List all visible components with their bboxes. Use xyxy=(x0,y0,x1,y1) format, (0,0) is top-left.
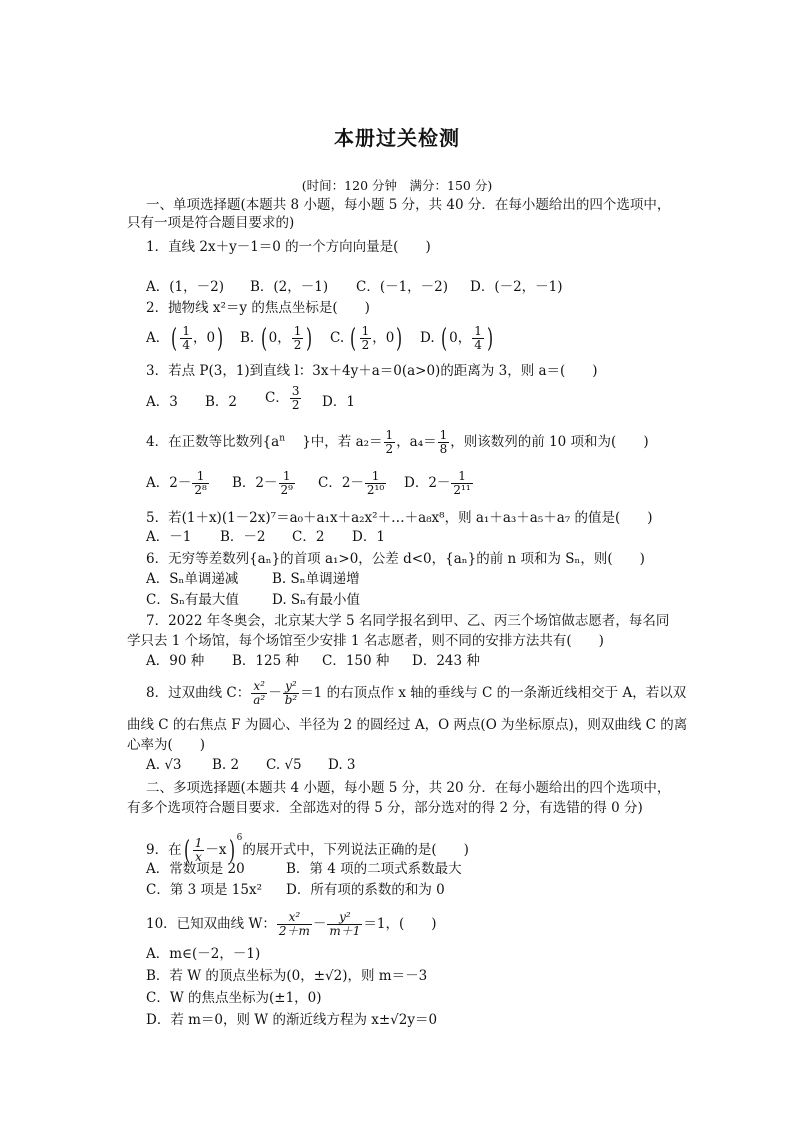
section1-heading: 一、单项选择题(本题共 8 小题，每小题 5 分，共 40 分．在每小题给出的四个选项中， xyxy=(146,197,671,213)
q4-option-d: D．2－ $\frac{1}{\text{2¹¹}}$ xyxy=(404,469,471,497)
q4-option-a: A．2－ $\frac{1}{\text{2⁸}}$ xyxy=(146,469,207,497)
q8-option-d: D. 3 xyxy=(328,757,356,773)
q5-stem: 5．若(1＋x)(1－2x)⁷＝a₀＋a₁x＋a₂x²＋…＋a₈x⁸，则 a₁＋a₃＋a₅＋a₇ 的值是( ) xyxy=(146,510,653,526)
q10-option-b: B．若 W 的顶点坐标为(0，±√2)，则 m＝－3 xyxy=(146,968,428,984)
q6-option-d: D. Sₙ有最小值 xyxy=(272,592,361,608)
q5-option-a: A．－1 xyxy=(146,529,192,545)
q10-option-c: C．W 的焦点坐标为(±1，0) xyxy=(146,990,322,1006)
q10-option-d: D．若 m＝0，则 W 的渐近线方程为 x±√2y＝0 xyxy=(146,1012,438,1028)
q7-stem: 7．2022 年冬奥会，北京某大学 5 名同学报名到甲、乙、丙三个场馆做志愿者，每名同 xyxy=(146,613,670,629)
q6-option-a: A．Sₙ单调递减 xyxy=(146,571,239,587)
q7-option-b: B．125 种 xyxy=(232,653,299,669)
q7-option-a: A．90 种 xyxy=(146,653,205,669)
q3-option-a: A．3 xyxy=(146,394,178,410)
section2-heading: 二、多项选择题(本题共 4 小题，每小题 5 分，共 20 分．在每小题给出的四个选项中， xyxy=(146,780,671,796)
q3-stem: 3．若点 P(3，1)到直线 l：3x＋4y＋a＝0(a>0)的距离为 3，则 a＝( ) xyxy=(146,363,598,379)
q1-option-b: B．(2，－1) xyxy=(250,279,329,295)
section2-heading-cont: 有多个选项符合题目要求．全部选对的得 5 分，部分选对的得 2 分，有选错的得 0 分) xyxy=(127,800,643,816)
q7-option-c: C．150 种 xyxy=(322,653,390,669)
q8-stem: 8．过双曲线 C： $\frac{\text{x²}}{\text{a²}}$ － $\frac{\text{y²}}{\text{b²}}$ ＝1 的右顶点作 x 轴的垂线与 C 的一条渐近线相交于 A，若以双 xyxy=(146,679,687,707)
q4-stem: 4．在正数等比数列{$a^n$ }中，若 a₂＝ $\frac{1}{2}$ ，a₄＝ $\frac{1}{8}$ ，则该数列的前 10 项和为( ) xyxy=(146,428,649,456)
q2-option-d: D. ( 0， $\frac{1}{4}$ ) xyxy=(420,323,493,354)
q10-option-a: A．m∈(－2，－1) xyxy=(146,946,261,962)
q1-option-a: A．(1，－2) xyxy=(146,279,224,295)
exam-meta: (时间：120 分钟 满分：150 分) xyxy=(301,178,493,193)
q9-option-a: A．常数项是 20 xyxy=(146,861,245,877)
q2-option-c: C. ( $\frac{1}{2}$ ，0) xyxy=(330,323,403,354)
q8-option-a: A. √3 xyxy=(146,757,182,773)
q2-option-a: A．( $\frac{1}{4}$ ，0) xyxy=(146,323,224,354)
q5-option-b: B．－2 xyxy=(220,529,266,545)
q6-stem: 6．无穷等差数列{aₙ}的首项 a₁>0，公差 d<0，{aₙ}的前 n 项和为 Sₙ，则( ) xyxy=(146,551,645,567)
page-title: 本册过关检测 xyxy=(334,126,460,150)
q4-option-c: C．2－ $\frac{1}{\text{2¹⁰}}$ xyxy=(318,469,385,497)
q8-option-c: C. √5 xyxy=(266,757,302,773)
q7-stem-cont: 学只去 1 个场馆，每个场馆至少安排 1 名志愿者，则不同的安排方法共有( ) xyxy=(127,633,604,649)
q4-option-b: B．2－ $\frac{1}{\text{2⁹}}$ xyxy=(232,469,293,497)
q2-stem: 2．抛物线 x²＝y 的焦点坐标是( ) xyxy=(146,300,370,316)
q8-stem-cont2: 心率为( ) xyxy=(127,737,206,753)
q6-option-b: B. Sₙ单调递增 xyxy=(272,571,360,587)
q5-option-d: D．1 xyxy=(352,529,385,545)
q2-option-b: B. ( 0， $\frac{1}{2}$ ) xyxy=(240,323,313,354)
section1-heading-cont: 只有一项是符合题目要求的) xyxy=(127,215,295,231)
q9-option-d: D．所有项的系数的和为 0 xyxy=(286,882,445,898)
q3-option-d: D．1 xyxy=(322,394,355,410)
q9-stem: 9．在( $\frac{1}{x}$ －x) $^6$的展开式中，下列说法正确的是( ) xyxy=(146,833,469,866)
q1-stem: 1．直线 2x＋y－1＝0 的一个方向向量是( ) xyxy=(146,239,431,255)
q3-option-c: C． $\frac{3}{2}$ xyxy=(265,384,300,412)
q1-option-d: D．(－2，－1) xyxy=(470,279,563,295)
q7-option-d: D．243 种 xyxy=(412,653,480,669)
q8-option-b: B. 2 xyxy=(212,757,240,773)
q9-option-c: C．第 3 项是 15x² xyxy=(146,882,262,898)
q3-option-b: B．2 xyxy=(205,394,238,410)
q8-stem-cont: 曲线 C 的右焦点 F 为圆心、半径为 2 的圆经过 A，O 两点(O 为坐标原点)，则双曲线 C 的离 xyxy=(127,717,688,733)
q10-stem: 10．已知双曲线 W： $\frac{\text{x²}}{2+m}$ － $\frac{\text{y²}}{m+1}$ ＝1，( ) xyxy=(146,910,437,938)
q9-option-b: B．第 4 项的二项式系数最大 xyxy=(286,861,462,877)
q6-option-c: C．Sₙ有最大值 xyxy=(146,592,239,608)
q1-option-c: C．(－1，－2) xyxy=(356,279,449,295)
q5-option-c: C．2 xyxy=(292,529,325,545)
